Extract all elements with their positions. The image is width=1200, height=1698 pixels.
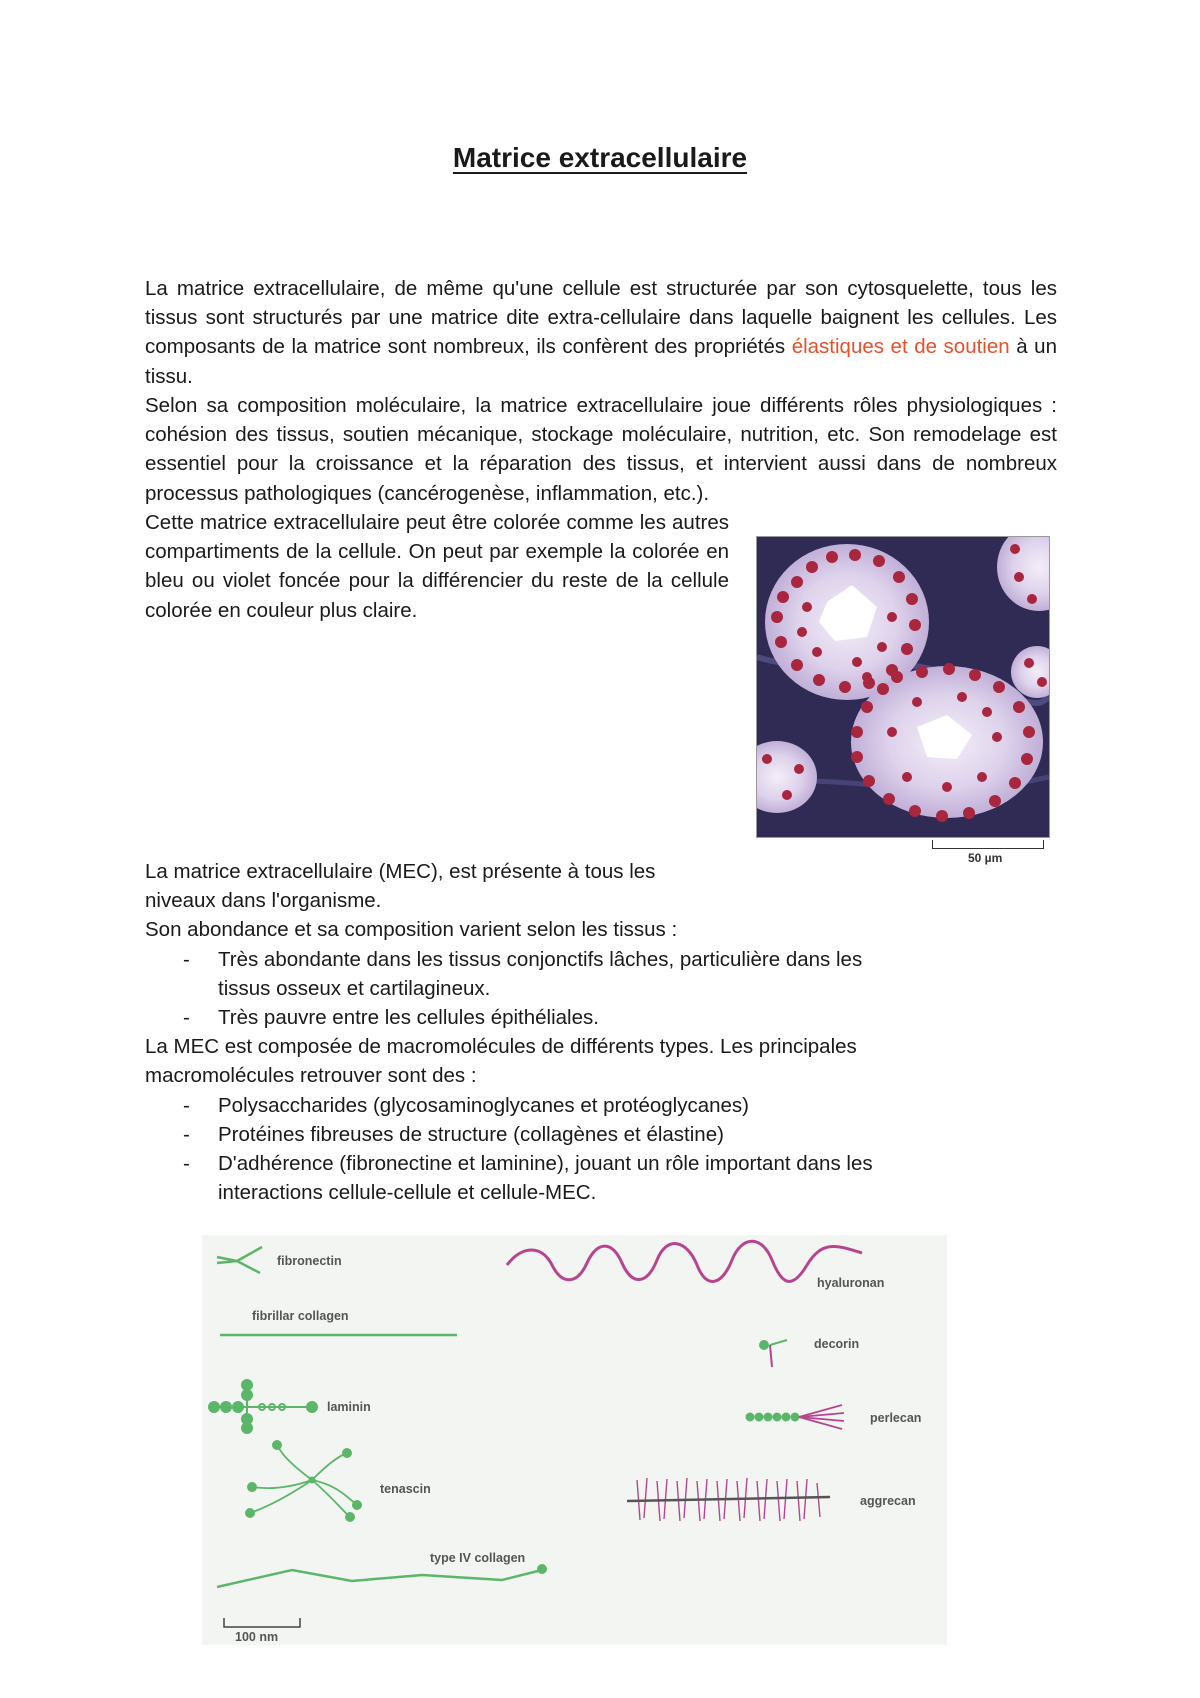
presence-line-2: niveaux dans l'organisme. — [145, 889, 382, 913]
hyaluronan-shape — [507, 1241, 862, 1281]
list-dash: - — [183, 1093, 190, 1117]
page-title: Matrice extracellulaire — [452, 142, 748, 173]
list-item-text: D'adhérence (fibronectine et laminine), jouant un rôle important dans les interactions cellule-cellule et cellule-MEC. — [218, 1152, 873, 1205]
tissue-list — [145, 945, 905, 1033]
list-item — [145, 945, 905, 1003]
list-dash: - — [183, 1122, 190, 1146]
tenascin-label: tenascin — [380, 1482, 431, 1496]
laminin-label: laminin — [327, 1400, 371, 1414]
list-item-text: Polysaccharides (glycosaminoglycanes et protéoglycanes) — [218, 1093, 749, 1117]
composition-intro: La MEC est composée de macromolécules de différents types. Les principales macromolécules retrouver sont des : — [145, 1035, 857, 1088]
presence-line-1: La matrice extracellulaire (MEC), est présente à tous les — [145, 860, 656, 883]
diagram-scale-bar — [224, 1618, 300, 1627]
aggrecan-shape — [627, 1478, 830, 1521]
presence-section — [145, 857, 905, 1207]
presence-line-3: Son abondance et sa composition varient selon les tissus : — [145, 918, 678, 942]
intro-text-2: à un tissu. — [145, 335, 1057, 388]
diagram-scale-label: 100 nm — [235, 1630, 279, 1644]
macromolecule-diagram — [202, 1235, 947, 1645]
list-item-text: Très pauvre entre les cellules épithéliales. — [218, 1006, 599, 1030]
roles-paragraph: Selon sa composition moléculaire, la matrice extracellulaire joue différents rôles physiologiques : cohésion des tissus, soutien mécanique, stockage moléculaire, nutrition, etc. Son remodelage est essentiel pour la croissance et la réparation des tissus, et intervient aussi dans de nombreux processus pathologiques (cancérogenèse, inflammation, etc.). — [145, 394, 1057, 505]
fibronectin-shape — [217, 1247, 262, 1273]
intro-paragraph — [145, 274, 1057, 391]
micrograph-scale-label: 50 µm — [968, 851, 1003, 865]
list-item — [145, 1091, 905, 1120]
list-dash: - — [183, 947, 190, 971]
type-iv-collagen-shape — [217, 1570, 542, 1587]
micrograph-scale-bar — [932, 840, 1044, 849]
decorin-shape — [759, 1340, 787, 1367]
list-item-text: Protéines fibreuses de structure (collagènes et élastine) — [218, 1122, 724, 1146]
coloration-paragraph: Cette matrice extracellulaire peut être colorée comme les autres compartiments de la cellule. On peut par exemple la colorée en bleu ou violet foncée pour la différencier du reste de la cellule colorée en couleur plus claire. — [145, 511, 729, 622]
list-item — [145, 1003, 905, 1032]
type-iv-collagen-label: type IV collagen — [430, 1551, 526, 1565]
fibrillar-collagen-label: fibrillar collagen — [252, 1309, 349, 1323]
macromolecule-list — [145, 1091, 905, 1208]
perlecan-shape — [746, 1405, 845, 1429]
perlecan-label: perlecan — [870, 1411, 922, 1425]
list-item — [145, 1149, 905, 1207]
list-item-text: Très abondante dans les tissus conjonctifs lâches, particulière dans les tissus osseux et cartilagineux. — [218, 947, 863, 1000]
aggrecan-label: aggrecan — [860, 1494, 916, 1508]
list-item — [145, 1120, 905, 1149]
decorin-label: decorin — [814, 1337, 860, 1351]
list-dash: - — [183, 1006, 190, 1030]
ecm-micrograph — [756, 536, 1050, 838]
hyaluronan-label: hyaluronan — [817, 1276, 885, 1290]
intro-text-1: La matrice extracellulaire, de même qu'une cellule est structurée par son cytosquelette, tous les tissus sont structurés par une matrice dite extra-cellulaire dans laquelle baignent les cellules. Les composants de la matrice sont nombreux, ils confèrent des propriétés — [145, 277, 1057, 359]
laminin-shape — [209, 1380, 317, 1433]
intro-highlight: élastiques et de soutien — [791, 335, 1010, 359]
list-dash: - — [183, 1152, 190, 1176]
fibronectin-label: fibronectin — [277, 1254, 342, 1268]
tenascin-shape — [245, 1440, 362, 1522]
